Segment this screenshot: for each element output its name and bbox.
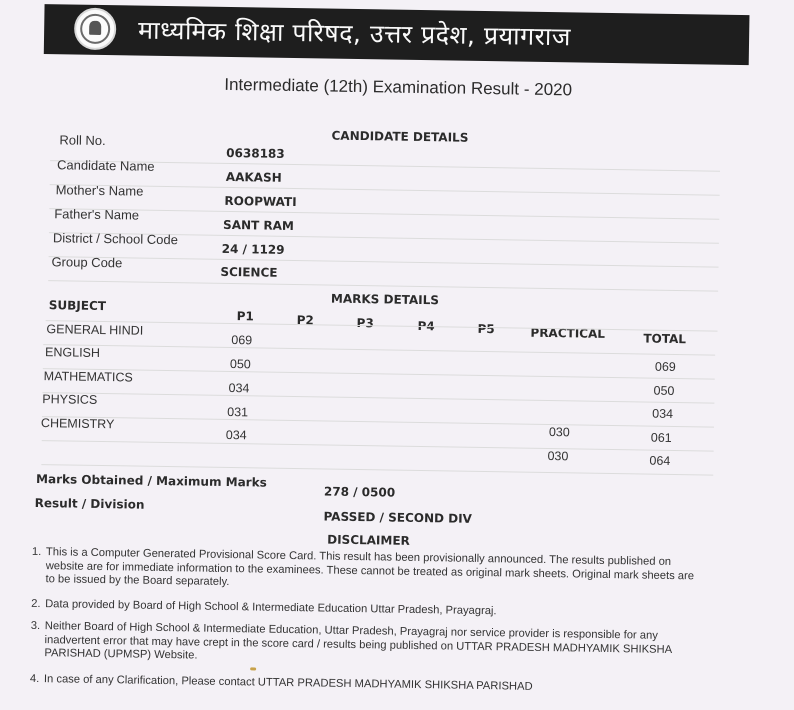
ink-mark [250,667,256,670]
col-subject: SUBJECT [48,298,107,314]
father-name-value: SANT RAM [223,217,295,234]
col-p4: P4 [417,318,435,334]
father-name-label: Father's Name [54,206,140,223]
roll-no-value: 0638183 [226,145,285,161]
practical-mark: 030 [548,425,570,440]
mother-name-label: Mother's Name [55,182,144,199]
total-mark: 034 [652,406,674,421]
disclaimer-heading: DISCLAIMER [327,532,410,548]
roll-no-label: Roll No. [59,132,106,149]
marks-obtained-label: Marks Obtained / Maximum Marks [35,471,267,490]
group-code-label: Group Code [51,254,123,271]
exam-title: Intermediate (12th) Examination Result - 2020 [224,74,573,100]
candidate-details-heading: CANDIDATE DETAILS [331,128,469,145]
district-school-code-label: District / School Code [52,230,178,248]
candidate-name-value: AAKASH [225,169,282,185]
total-mark: 064 [649,453,671,468]
col-practical: PRACTICAL [530,325,606,341]
subject-name: ENGLISH [44,345,101,360]
disclaimer-item: 3. Neither Board of High School & Intermediate Education, Uttar Pradesh, Prayagraj nor service provider is responsible for any inadvertent error that may have crept in the score card / results being published on UTTAR PRADESH MADHYAMIK SHIKSHA PARISHAD (UPMSP) Website. [30,619,672,662]
p1-mark: 034 [228,381,250,396]
p1-mark: 069 [231,333,253,348]
col-p5: P5 [477,321,495,337]
col-p2: P2 [296,313,314,328]
district-school-code-value: 24 / 1129 [221,241,285,257]
col-p1: P1 [236,309,254,324]
total-mark: 069 [654,359,676,375]
total-mark: 061 [650,430,672,445]
subject-name: CHEMISTRY [40,416,115,432]
col-total: TOTAL [643,331,687,347]
mother-name-value: ROOPWATI [224,193,297,210]
subject-name: PHYSICS [42,392,98,407]
group-code-value: SCIENCE [220,264,278,280]
disclaimer-item: 2. Data provided by Board of High School & Intermediate Education Uttar Pradesh, Prayagraj. [31,597,497,618]
practical-mark: 030 [547,449,569,464]
candidate-name-label: Candidate Name [56,157,155,174]
col-p3: P3 [356,316,374,331]
p1-mark: 034 [225,427,247,443]
disclaimer-item: 1. This is a Computer Generated Provisional Score Card. This result has been provisionally announced. The results published on website are for immediate information to the examinees. These cannot be treated as original mark sheets. Original mark sheets are to be issued by the Board separately. [31,545,695,589]
board-title: माध्यमिक शिक्षा परिषद, उत्तर प्रदेश, प्रयागराज [137,15,572,52]
result-division-value: PASSED / SECOND DIV [323,509,473,526]
up-govt-emblem-icon [74,8,117,51]
marks-obtained-value: 278 / 0500 [323,484,396,500]
p1-mark: 031 [227,404,249,420]
total-mark: 050 [653,383,675,399]
p1-mark: 050 [229,357,251,372]
subject-name: GENERAL HINDI [46,322,144,338]
header-banner [44,4,750,65]
disclaimer-item: 4. In case of any Clarification, Please contact UTTAR PRADESH MADHYAMIK SHIKSHA PARISHAD [29,672,533,693]
marks-details-heading: MARKS DETAILS [330,291,440,308]
result-division-label: Result / Division [34,495,145,512]
subject-name: MATHEMATICS [43,369,133,385]
